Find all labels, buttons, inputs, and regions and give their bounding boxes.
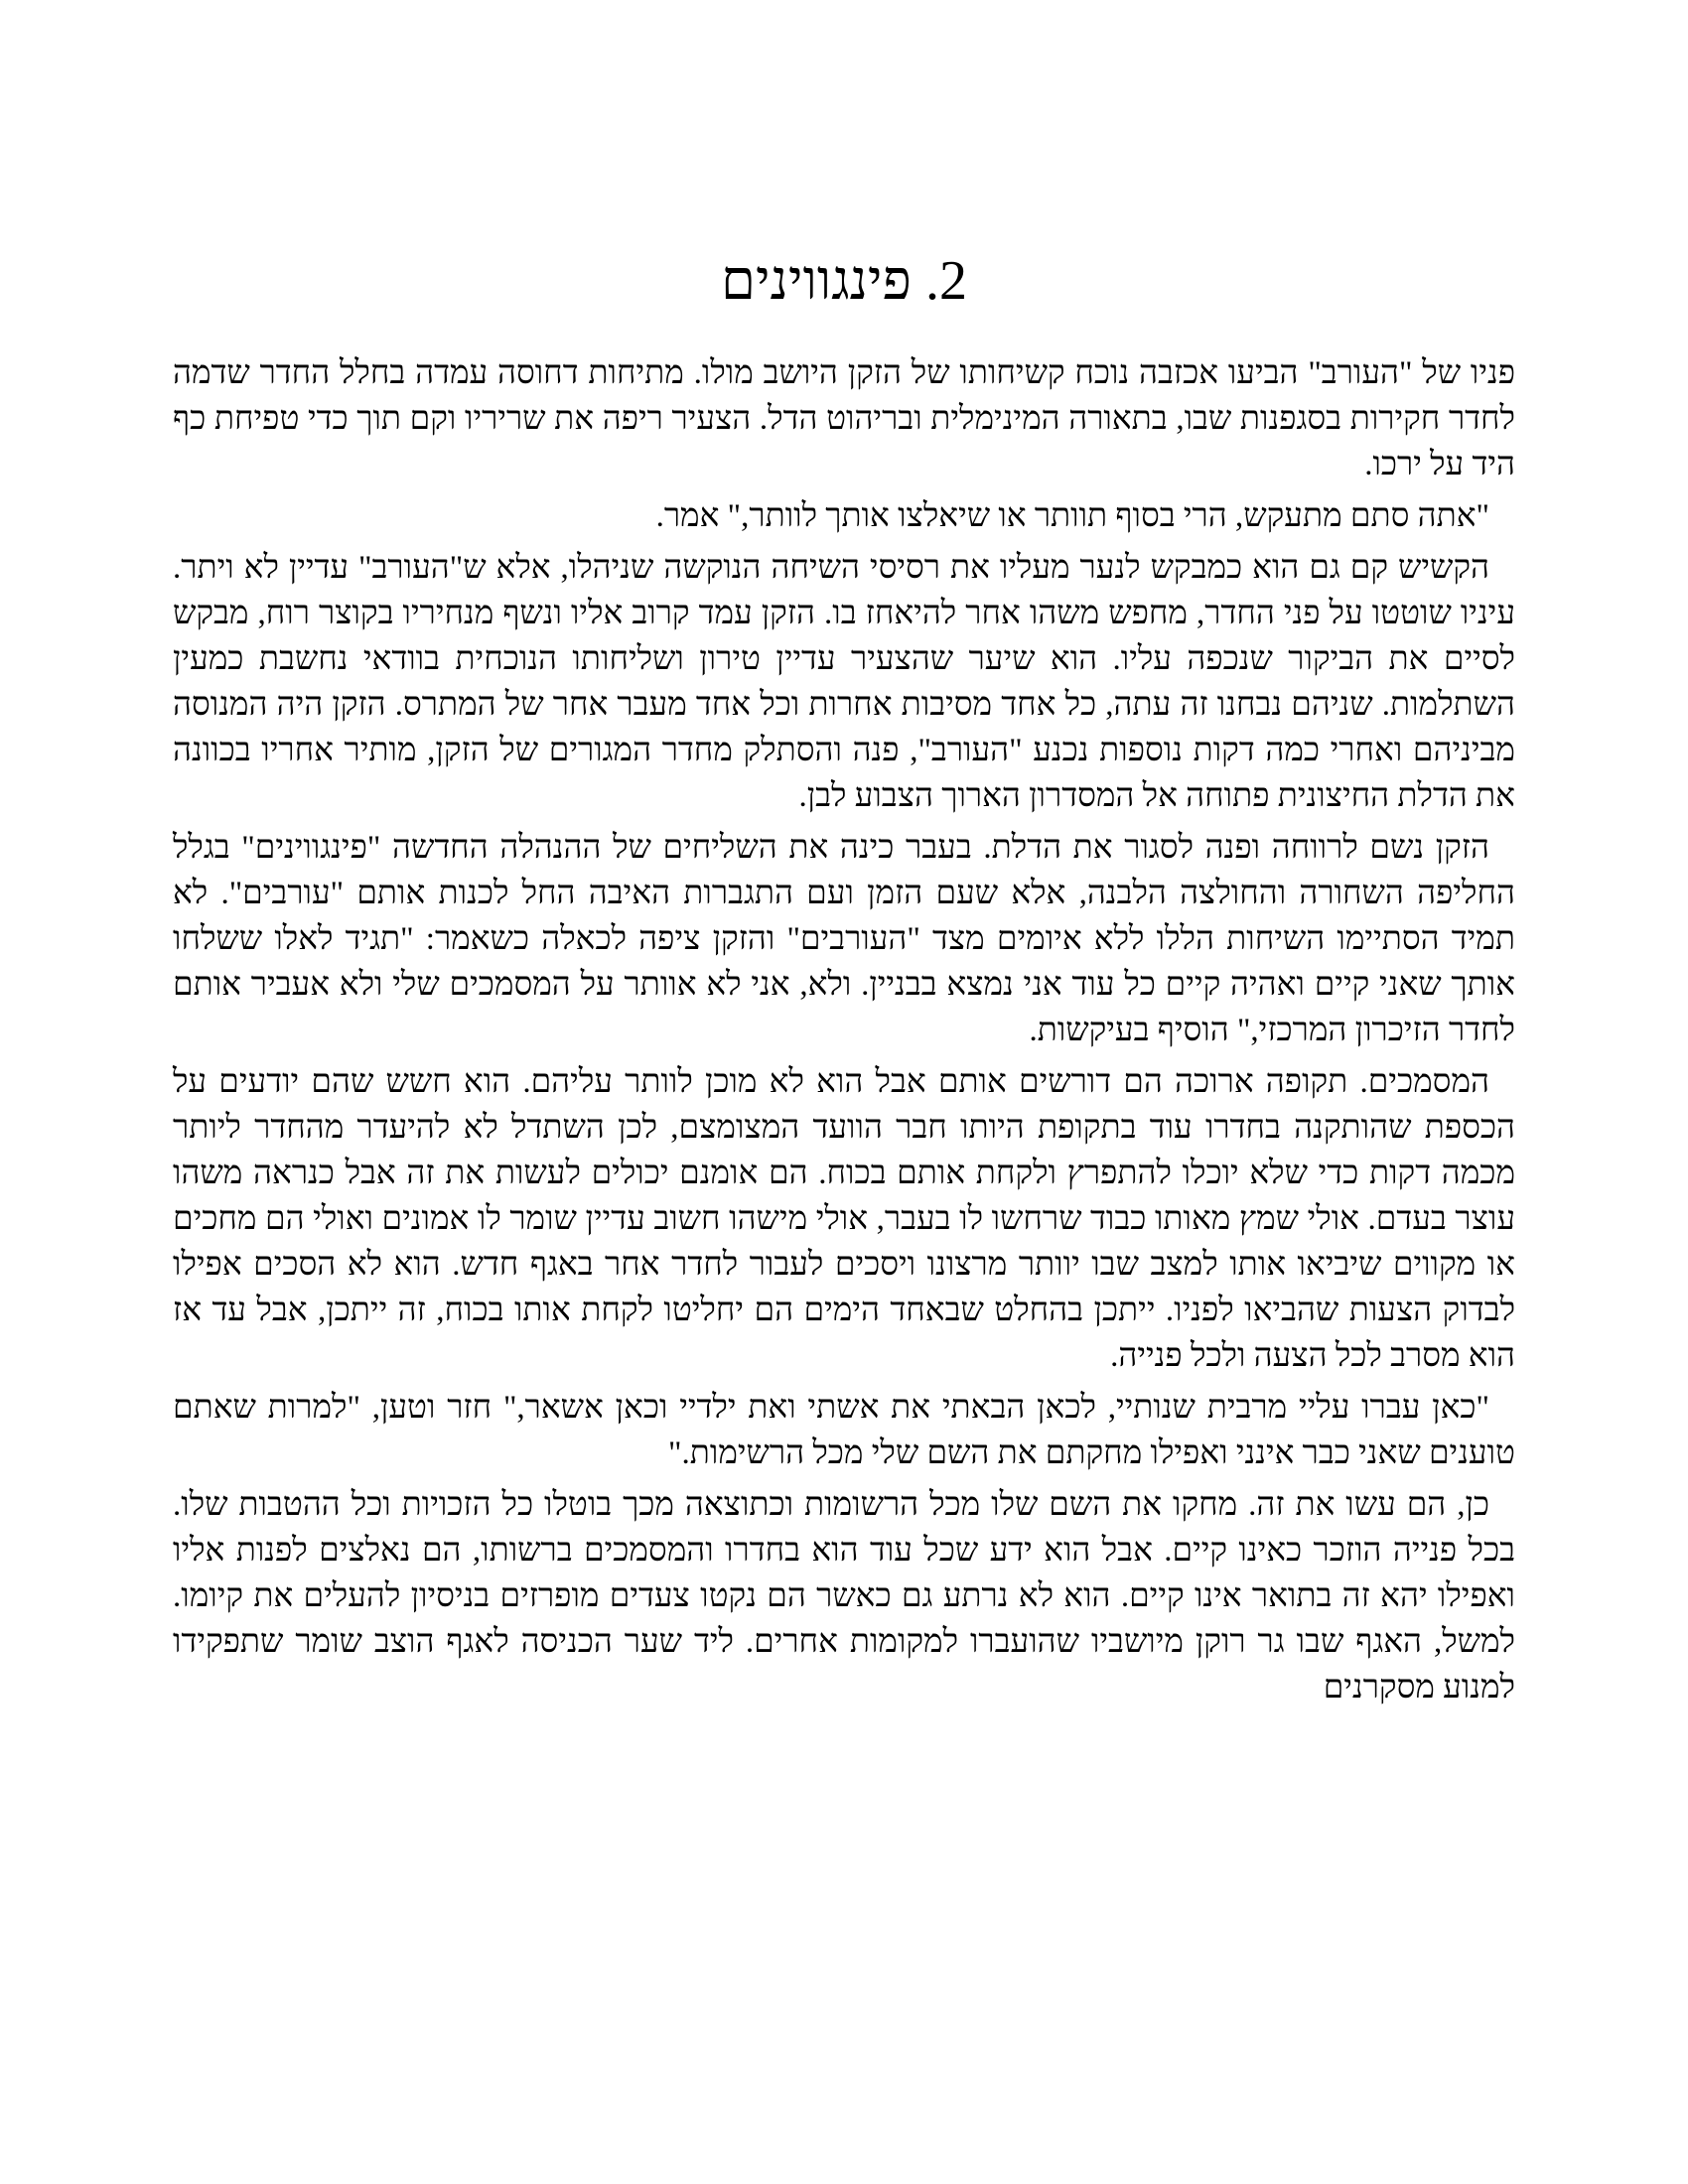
chapter-title: 2. פינגווינים xyxy=(721,250,967,312)
paragraph: פניו של "העורב" הביעו אכזבה נוכח קשיחותו של הזקן היושב מולו. מתיחות דחוסה עמדה בחלל החדר שדמה לחדר חקירות בסגפנות שבו, בתאורה המינימלית ובריהוט הדל. הצעיר ריפה את שריריו וקם תוך כדי טפיחת כף היד על ירכו. xyxy=(173,355,1515,483)
paragraph: המסמכים. תקופה ארוכה הם דורשים אותם אבל הוא לא מוכן לוותר עליהם. הוא חשש שהם יודעים על הכספת שהותקנה בחדרו עוד בתקופת היותו חבר הוועד המצומצם, לכן השתדל לא להיעדר מהחדר ליותר מכמה דקות כדי שלא יוכלו להתפרץ ולקחת אותם בכוח. הם אומנם יכולים לעשות את זה אבל כנראה משהו עוצר בעדם. אולי שמץ מאותו כבוד שרחשו לו בעבר, אולי מישהו חשוב עדיין שומר לו אמונים ואולי הם מחכים או מקווים שיביאו אותו למצב שבו יוותר מרצונו ויסכים לעבור לחדר אחר באגף חדש. הוא לא הסכים אפילו לבדוק הצעות שהביאו לפניו. ייתכן בהחלט שבאחד הימים הם יחליטו לקחת אותו בכוח, זה ייתכן, אבל עד אז הוא מסרב לכל הצעה ולכל פנייה. xyxy=(173,1064,1515,1375)
paragraph: הזקן נשם לרווחה ופנה לסגור את הדלת. בעבר כינה את השליחים של ההנהלה החדשה "פינגווינים" בגלל החליפה השחורה והחולצה הלבנה, אלא שעם הזמן ועם התגברות האיבה החל לכנות אותם "עורבים". לא תמיד הסתיימו השיחות הללו ללא איומים מצד "העורבים" והזקן ציפה לכאלה כשאמר: "תגיד לאלו ששלחו אותך שאני קיים ואהיה קיים כל עוד אני נמצא בבניין. ולא, אני לא אוותר על המסמכים שלי ולא אעביר אותם לחדר הזיכרון המרכזי," הוסיף בעיקשות. xyxy=(173,830,1515,1049)
paragraph: "אתה סתם מתעקש, הרי בסוף תוותר או שיאלצו אותך לוותר," אמר. xyxy=(655,498,1489,535)
paragraph: "כאן עברו עליי מרבית שנותיי, לכאן הבאתי את אשתי ואת ילדיי וכאן אשאר," חזר וטען, "למרות שאתם טוענים שאני כבר אינני ואפילו מחקתם את השם שלי מכל הרשימות." xyxy=(173,1390,1515,1472)
paragraph: הקשיש קם גם הוא כמבקש לנער מעליו את רסיסי השיחה הנוקשה שניהלו, אלא ש"העורב" עדיין לא ויתר. עיניו שוטטו על פני החדר, מחפש משהו אחר להיאחז בו. הזקן עמד קרוב אליו ונשף מנחיריו בקוצר רוח, מבקש לסיים את הביקור שנכפה עליו. הוא שיער שהצעיר עדיין טירון ושליחותו הנוכחית בוודאי נחשבת כמעין השתלמות. שניהם נבחנו זה עתה, כל אחד מסיבות אחרות וכל אחד מעבר אחר של המתרס. הזקן היה המנוסה מביניהם ואחרי כמה דקות נוספות נכנע "העורב", פנה והסתלק מחדר המגורים של הזקן, מותיר אחריו בכוונה את הדלת החיצונית פתוחה אל המסדרון הארוך הצבוע לבן. xyxy=(173,550,1515,815)
document-page xyxy=(173,248,1515,1716)
paragraph: כן, הם עשו את זה. מחקו את השם שלו מכל הרשומות וכתוצאה מכך בוטלו כל הזכויות וכל ההטבות שלו. בכל פנייה הוזכר כאינו קיים. אבל הוא ידע שכל עוד הוא בחדרו והמסמכים ברשותו, הם נאלצים לפנות אליו ואפילו יהא זה בתואר אינו קיים. הוא לא נרתע גם כאשר הם נקטו צעדים מופרזים בניסיון להעלים את קיומו. למשל, האגף שבו גר רוקן מיושביו שהועברו למקומות אחרים. ליד שער הכניסה לאגף הוצב שומר שתפקידו למנוע מסקרנים xyxy=(173,1487,1515,1706)
